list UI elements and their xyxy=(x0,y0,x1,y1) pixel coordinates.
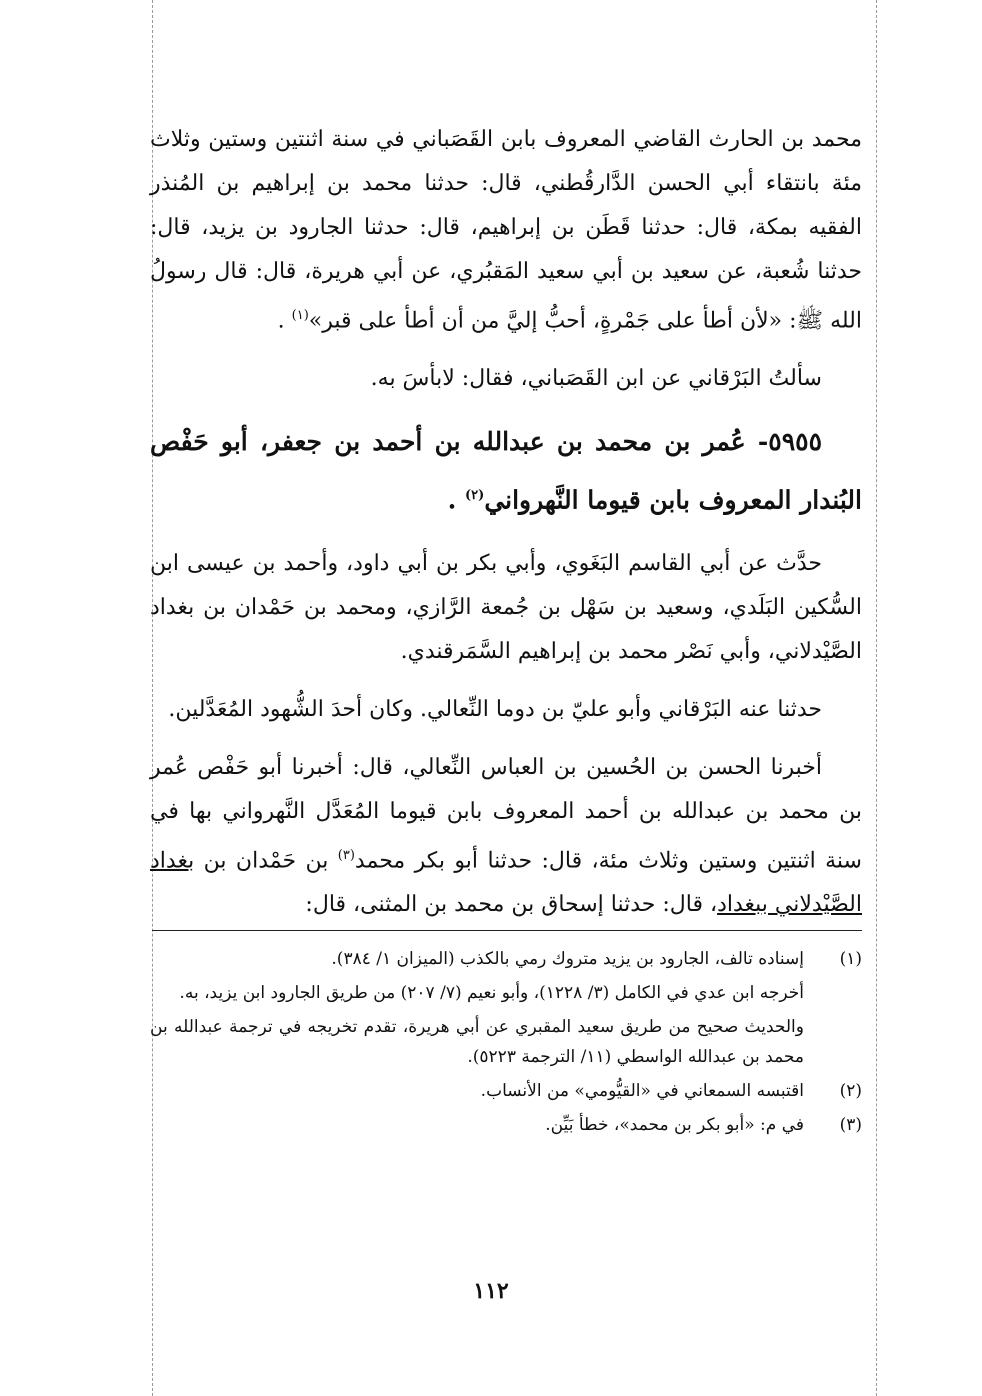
footnotes xyxy=(150,944,862,1144)
footnote-1-continuation-1: أخرجه ابن عدي في الكامل (٣/ ١٢٢٨)، وأبو نعيم (٧/ ٢٠٧) من طريق الجارود ابن يزيد، به. xyxy=(179,983,804,1003)
footnote-separator xyxy=(152,930,862,931)
footnote-1-text: إسناده تالف، الجارود بن يزيد متروك رمي بالكذب (الميزان ١/ ٣٨٤). xyxy=(331,949,804,969)
paragraph-5-part-c: ، قال: حدثنا إسحاق بن محمد بن المثنى، قال: xyxy=(305,891,718,917)
entry-heading-text: ٥٩٥٥- عُمر بن محمد بن عبدالله بن أحمد بن جعفر، أبو حَفْص البُندار المعروف بابن قيوما النَّهرواني xyxy=(150,427,862,515)
footnote-marker-1: (١) xyxy=(291,308,309,323)
paragraph-5-part-b: بن حَمْدان بن xyxy=(194,847,338,873)
entry-heading xyxy=(150,415,862,527)
paragraph-2: سألتُ البَرْقاني عن ابن القَصَباني، فقال: لابأسَ به. xyxy=(370,366,822,392)
footnote-marker-3: (٣) xyxy=(337,847,355,863)
entry-heading-end: . xyxy=(447,485,466,515)
footnote-1-number: (١) xyxy=(839,949,862,969)
footnote-2-number: (٢) xyxy=(839,1081,862,1101)
footnote-3-number: (٣) xyxy=(839,1115,862,1135)
footnote-1-continuation-2: والحديث صحيح من طريق سعيد المقبري عن أبي هريرة، تقدم تخريجه في ترجمة عبدالله بن محمد بن عبدالله الواسطي (١١/ الترجمة ٥٢٢٣). xyxy=(150,1017,804,1067)
paragraph-3: حدَّث عن أبي القاسم البَغَوي، وأبي بكر بن أبي داود، وأحمد بن عيسى ابن السُّكين البَلَدي، وسعيد بن سَهْل بن جُمعة الرَّازي، ومحمد بن حَمْدان بن بغداد الصَّيْدلاني، وأبي نَصْر محمد بن إبراهيم السَّمَرقندي. xyxy=(150,550,862,664)
footnote-marker-2: (٢) xyxy=(465,488,485,504)
paragraph-5 xyxy=(150,746,862,927)
right-margin-guide xyxy=(876,0,877,1396)
paragraph-5-part-a: أخبرنا الحسن بن الحُسين بن العباس النِّعالي، قال: أخبرنا أبو حَفْص عُمر بن محمد بن عبدالله بن أحمد المعروف بابن قيوما المُعَدَّل النَّهرواني بها في سنة اثنتين وستين وثلاث مئة، قال: حدثنا أبو بكر محمد xyxy=(150,754,862,873)
page-number: ١١٢ xyxy=(473,1278,509,1304)
footnote-2-text: اقتبسه السمعاني في «القيُّومي» من الأنساب. xyxy=(480,1081,804,1101)
footnote-1 xyxy=(150,944,862,974)
footnote-3 xyxy=(150,1110,862,1140)
main-text xyxy=(150,118,862,941)
paragraph-1-text: محمد بن الحارث القاضي المعروف بابن القَصَباني في سنة اثنتين وستين وثلاث مئة بانتقاء أبي الحسن الدَّارقُطني، قال: حدثنا محمد بن إبراهيم بن المُنذر الفقيه بمكة، قال: حدثنا قَطَن بن إبراهيم، قال: حدثنا الجارود بن يزيد، قال: حدثنا شُعبة، عن سعيد بن أبي سعيد المَقبُري، عن أبي هريرة، قال: قال رسولُ الله ﷺ: «لأن أطأ على جَمْرةٍ، أحبُّ إليَّ من أن أطأ على قبر» xyxy=(150,127,862,334)
footnote-2 xyxy=(150,1076,862,1106)
paragraph-1 xyxy=(150,118,862,343)
footnote-3-text: في م: «أبو بكر بن محمد»، خطأ بَيِّن. xyxy=(545,1115,804,1135)
paragraph-1-end: . xyxy=(277,308,292,334)
underlined-phrase: بغداد الصَّيْدلاني ببغداد xyxy=(150,847,862,917)
paragraph-4: حدثنا عنه البَرْقاني وأبو عليّ بن دوما النِّعالي. وكان أحدَ الشُّهود المُعَدَّلين. xyxy=(168,696,822,722)
